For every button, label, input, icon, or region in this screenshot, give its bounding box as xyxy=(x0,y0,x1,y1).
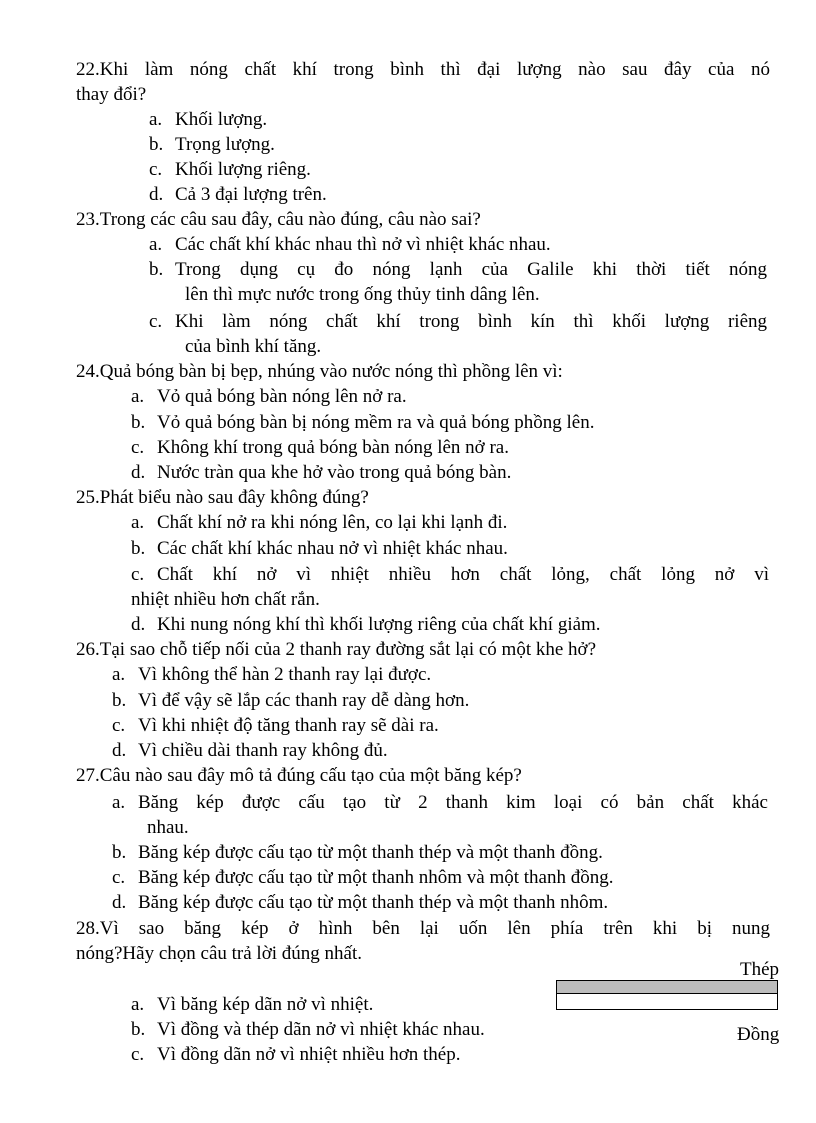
option-22b: b. Trọng lượng. xyxy=(149,134,275,155)
option-27c: c. Băng kép được cấu tạo từ một thanh nhôm và một thanh đồng. xyxy=(112,867,614,888)
option-24d: d. Nước tràn qua khe hở vào trong quả bóng bàn. xyxy=(131,462,512,483)
option-26b: b. Vì để vậy sẽ lắp các thanh ray dễ dàng hơn. xyxy=(112,690,470,711)
steel-label: Thép xyxy=(740,959,780,980)
option-27d: d. Băng kép được cấu tạo từ một thanh thép và một thanh nhôm. xyxy=(112,892,609,913)
question-26-line1: 26.Tại sao chỗ tiếp nối của 2 thanh ray đường sắt lại có một khe hở? xyxy=(76,639,597,660)
option-25c: c. Chất khí nở vì nhiệt nhiều hơn chất lỏng, chất lỏng nở vì xyxy=(131,564,769,585)
copper-strip xyxy=(556,993,778,1010)
option-28c: c. Vì đồng dãn nở vì nhiệt nhiều hơn thép. xyxy=(131,1044,461,1065)
option-24a: a. Vỏ quả bóng bàn nóng lên nở ra. xyxy=(131,386,407,407)
option-22c: c. Khối lượng riêng. xyxy=(149,159,311,180)
question-22-line2: thay đổi? xyxy=(76,84,147,105)
question-28-line2: nóng?Hãy chọn câu trả lời đúng nhất. xyxy=(76,943,362,964)
option-27b: b. Băng kép được cấu tạo từ một thanh thép và một thanh đồng. xyxy=(112,842,603,863)
option-24b: b. Vỏ quả bóng bàn bị nóng mềm ra và quả bóng phồng lên. xyxy=(131,412,595,433)
question-24-line1: 24.Quả bóng bàn bị bẹp, nhúng vào nước nóng thì phồng lên vì: xyxy=(76,361,563,382)
question-25-line1: 25.Phát biểu nào sau đây không đúng? xyxy=(76,487,369,508)
option-27a-cont: nhau. xyxy=(147,817,189,838)
option-25b: b. Các chất khí khác nhau nở vì nhiệt khác nhau. xyxy=(131,538,508,559)
option-24c: c. Không khí trong quả bóng bàn nóng lên nở ra. xyxy=(131,437,509,458)
option-28a: a. Vì băng kép dãn nở vì nhiệt. xyxy=(131,994,374,1015)
option-27a: a. Băng kép được cấu tạo từ 2 thanh kim loại có bản chất khác xyxy=(112,792,768,813)
question-27-line1: 27.Câu nào sau đây mô tả đúng cấu tạo của một băng kép? xyxy=(76,765,522,786)
question-23-line1: 23.Trong các câu sau đây, câu nào đúng, câu nào sai? xyxy=(76,209,481,230)
option-22a: a. Khối lượng. xyxy=(149,109,268,130)
option-28b: b. Vì đồng và thép dãn nở vì nhiệt khác nhau. xyxy=(131,1019,485,1040)
option-23c-cont: của bình khí tăng. xyxy=(185,336,322,357)
option-23c: c. Khi làm nóng chất khí trong bình kín thì khối lượng riêng xyxy=(149,311,767,332)
question-22-line1: 22.Khi làm nóng chất khí trong bình thì đại lượng nào sau đây của nó xyxy=(76,59,770,80)
option-23b-cont: lên thì mực nước trong ống thủy tinh dâng lên. xyxy=(185,284,540,305)
option-25a: a. Chất khí nở ra khi nóng lên, co lại khi lạnh đi. xyxy=(131,512,508,533)
option-26d: d. Vì chiều dài thanh ray không đủ. xyxy=(112,740,388,761)
option-25c-cont: nhiệt nhiều hơn chất rắn. xyxy=(131,589,320,610)
steel-strip xyxy=(556,980,778,994)
option-22d: d. Cả 3 đại lượng trên. xyxy=(149,184,327,205)
question-28-line1: 28.Vì sao băng kép ở hình bên lại uốn lên phía trên khi bị nung xyxy=(76,918,770,939)
option-23a: a. Các chất khí khác nhau thì nở vì nhiệt khác nhau. xyxy=(149,234,551,255)
option-26c: c. Vì khi nhiệt độ tăng thanh ray sẽ dài ra. xyxy=(112,715,439,736)
copper-label: Đồng xyxy=(737,1024,780,1045)
option-23b: b. Trong dụng cụ đo nóng lạnh của Galile khi thời tiết nóng xyxy=(149,259,767,280)
option-26a: a. Vì không thể hàn 2 thanh ray lại được. xyxy=(112,664,432,685)
option-25d: d. Khi nung nóng khí thì khối lượng riêng của chất khí giảm. xyxy=(131,614,601,635)
